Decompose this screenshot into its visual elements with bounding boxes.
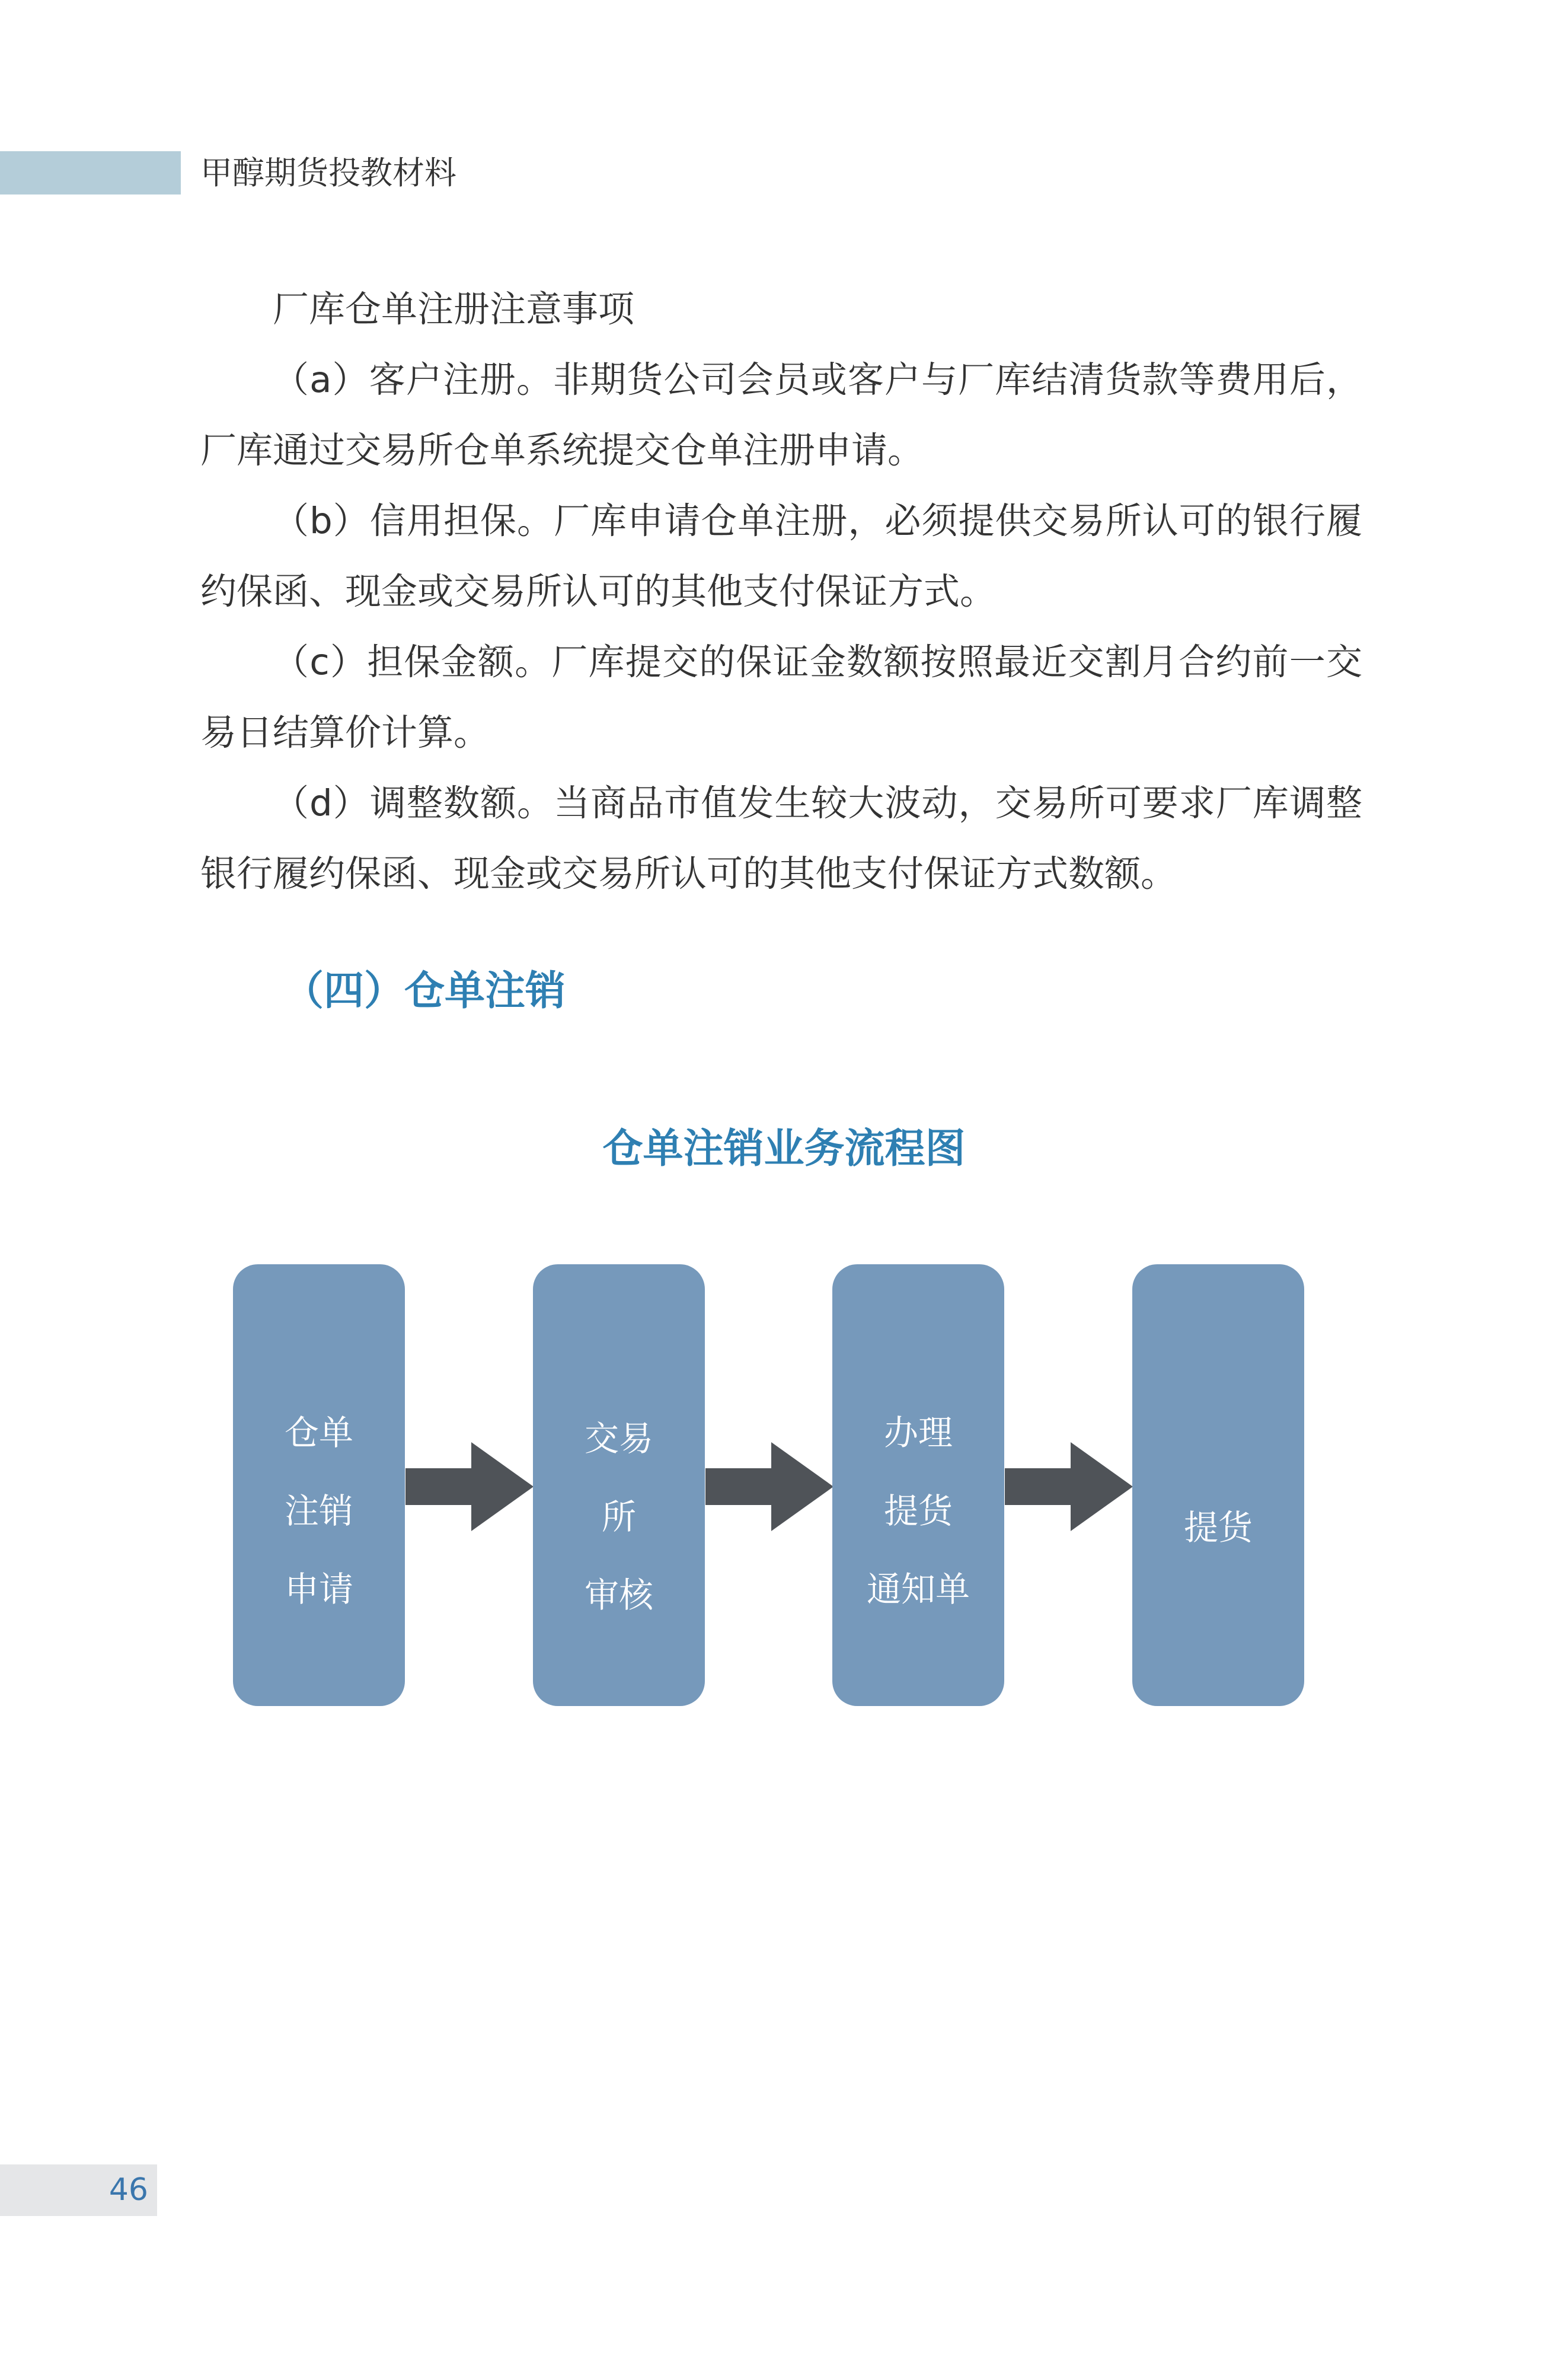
body-text [200,274,1362,909]
paragraph-a: （a）客户注册。非期货公司会员或客户与厂库结清货款等费用后，厂库通过交易所仓单系统提交仓单注册申请。 [200,359,1362,471]
paragraph-b: （b）信用担保。厂库申请仓单注册，必须提供交易所认可的银行履约保函、现金或交易所认可的其他支付保证方式。 [200,500,1362,613]
paragraph-d: （d）调整数额。当商品市值发生较大波动，交易所可要求厂库调整银行履约保函、现金或交易所认可的其他支付保证方式数额。 [200,782,1362,895]
flow-step-4 [1132,1264,1304,1706]
paragraph-c: （c）担保金额。厂库提交的保证金数额按照最近交割月合约前一交易日结算价计算。 [200,641,1362,754]
paragraph-heading-notes: 厂库仓单注册注意事项 [273,288,635,330]
page-number: 46 [108,2172,148,2208]
flow-step-1-line-3: 申请 [284,1569,353,1609]
section-heading: （四）仓单注销 [283,968,566,1015]
flow-step-1-line-1: 仓单 [284,1413,353,1453]
flow-step-3-line-3: 通知单 [866,1569,970,1609]
flow-step-2-line-2: 所 [601,1497,636,1537]
flow-step-2-line-1: 交易 [584,1418,653,1459]
flow-arrow-1 [405,1442,534,1531]
flow-arrow-2 [705,1442,834,1531]
header-accent-bar [0,151,181,195]
flow-step-1-line-2: 注销 [284,1491,353,1531]
flowchart-title: 仓单注销业务流程图 [602,1126,966,1172]
flow-step-4-line-1: 提货 [1183,1507,1253,1548]
flow-step-3-line-2: 提货 [883,1491,953,1531]
flow-step-3-line-1: 办理 [883,1413,953,1453]
flow-step-2-line-3: 审核 [584,1575,653,1615]
flow-arrow-3 [1005,1442,1133,1531]
book-title: 甲醇期货投教材料 [200,154,456,192]
flow-step-1 [233,1264,405,1706]
flow-step-3 [832,1264,1004,1706]
flow-step-2 [533,1264,705,1706]
